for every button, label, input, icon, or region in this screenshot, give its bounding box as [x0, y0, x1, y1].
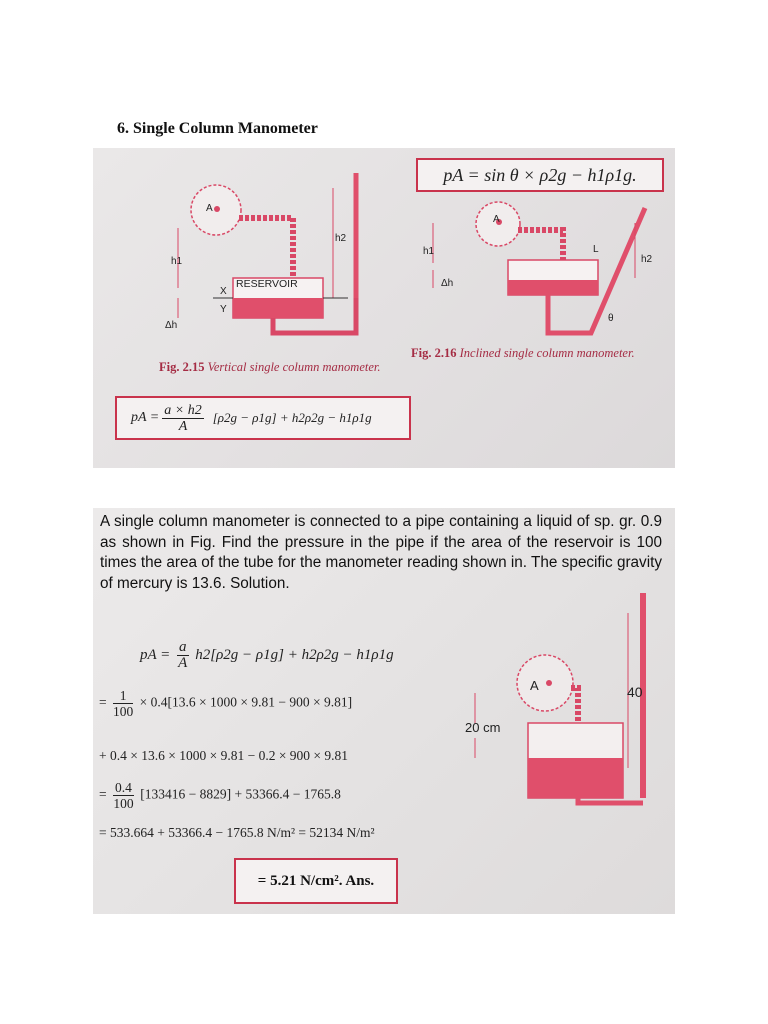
solution-line-2-eq: = — [99, 694, 107, 710]
label-y-vertical: Y — [220, 304, 227, 315]
solution-line-3: + 0.4 × 13.6 × 1000 × 9.81 − 0.2 × 900 × 9.81 — [99, 748, 349, 763]
label-h2-vertical: h2 — [335, 233, 347, 244]
label-h1-inclined: h1 — [423, 246, 435, 257]
inclined-caption — [411, 346, 651, 361]
solution-line-5: = 533.664 + 53366.4 − 1765.8 N/m² = 52134 N/m² — [99, 825, 375, 840]
label-h1-vertical: h1 — [171, 256, 183, 267]
solution-line-1-num: a — [179, 639, 187, 655]
solution-line-1-den: A — [178, 655, 188, 671]
answer-text: = 5.21 N/cm². Ans. — [257, 872, 375, 889]
solution-line-4-rest: [133416 − 8829] + 53366.4 − 1765.8 — [140, 786, 341, 802]
label-theta-inclined: θ — [608, 313, 614, 324]
vertical-formula-numerator: a × h2 — [164, 402, 202, 418]
vertical-caption — [159, 360, 389, 375]
solution-line-2-rest: × 0.4[13.6 × 1000 × 9.81 − 900 × 9.81] — [139, 694, 353, 710]
inclined-caption-label: Fig. 2.16 — [411, 346, 457, 360]
solution-line-4-den: 100 — [113, 796, 134, 811]
vertical-formula-box — [115, 396, 411, 440]
problem-statement: A single column manometer is connected to a pipe containing a liquid of sp. gr. 0.9 as shown in Fig. Find the pressure in the pipe if the area of the reservoir is 100 times the area of the tube for the manometer reading shown in. The specific gravity of mercury is 13.6. Solution. — [100, 513, 662, 592]
solution-line-4-num: 0.4 — [115, 780, 132, 795]
vertical-caption-text: Vertical single column manometer. — [207, 360, 381, 374]
solution-line-1 — [140, 640, 394, 671]
solution-line-1-lhs: pA = — [140, 646, 171, 663]
inclined-formula: pA = sin θ × ρ2g − h1ρ1g. — [443, 165, 637, 185]
label-a-vertical: A — [206, 203, 213, 214]
solution-line-1-rest: h2[ρ2g − ρ1g] + h2ρ2g − h1ρ1g — [195, 646, 394, 663]
label-dh-vertical: Δh — [165, 320, 178, 331]
answer-box — [234, 858, 398, 904]
label-x-vertical: X — [220, 286, 227, 297]
inclined-manometer-diagram — [413, 198, 653, 338]
solution-line-4-eq: = — [99, 786, 107, 802]
solution-line-2-den: 100 — [113, 704, 134, 719]
problem-label-gap: 20 cm — [465, 720, 501, 735]
solution-line-2 — [99, 688, 352, 719]
vertical-formula-rest: [ρ2g − ρ1g] + h2ρ2g − h1ρ1g — [212, 410, 372, 425]
label-dh-inclined: Δh — [441, 278, 454, 289]
label-l-inclined: L — [593, 244, 599, 255]
problem-label-a: A — [530, 678, 539, 693]
label-reservoir: RESERVOIR — [236, 278, 298, 290]
inclined-caption-text: Inclined single column manometer. — [459, 346, 635, 360]
inclined-formula-box — [416, 158, 664, 192]
vertical-formula-lhs: pA = — [131, 410, 160, 425]
label-h2-inclined: h2 — [641, 254, 653, 265]
problem-manometer-diagram — [463, 593, 668, 808]
solution-line-2-num: 1 — [113, 688, 133, 704]
vertical-caption-label: Fig. 2.15 — [159, 360, 205, 374]
vertical-formula-denominator: A — [178, 418, 188, 434]
label-a-inclined: A — [493, 214, 500, 225]
page-heading: 6. Single Column Manometer — [117, 120, 318, 137]
problem-label-height: 40 — [627, 684, 643, 700]
theory-figure-photo — [93, 148, 675, 468]
solution-line-4 — [99, 780, 341, 811]
